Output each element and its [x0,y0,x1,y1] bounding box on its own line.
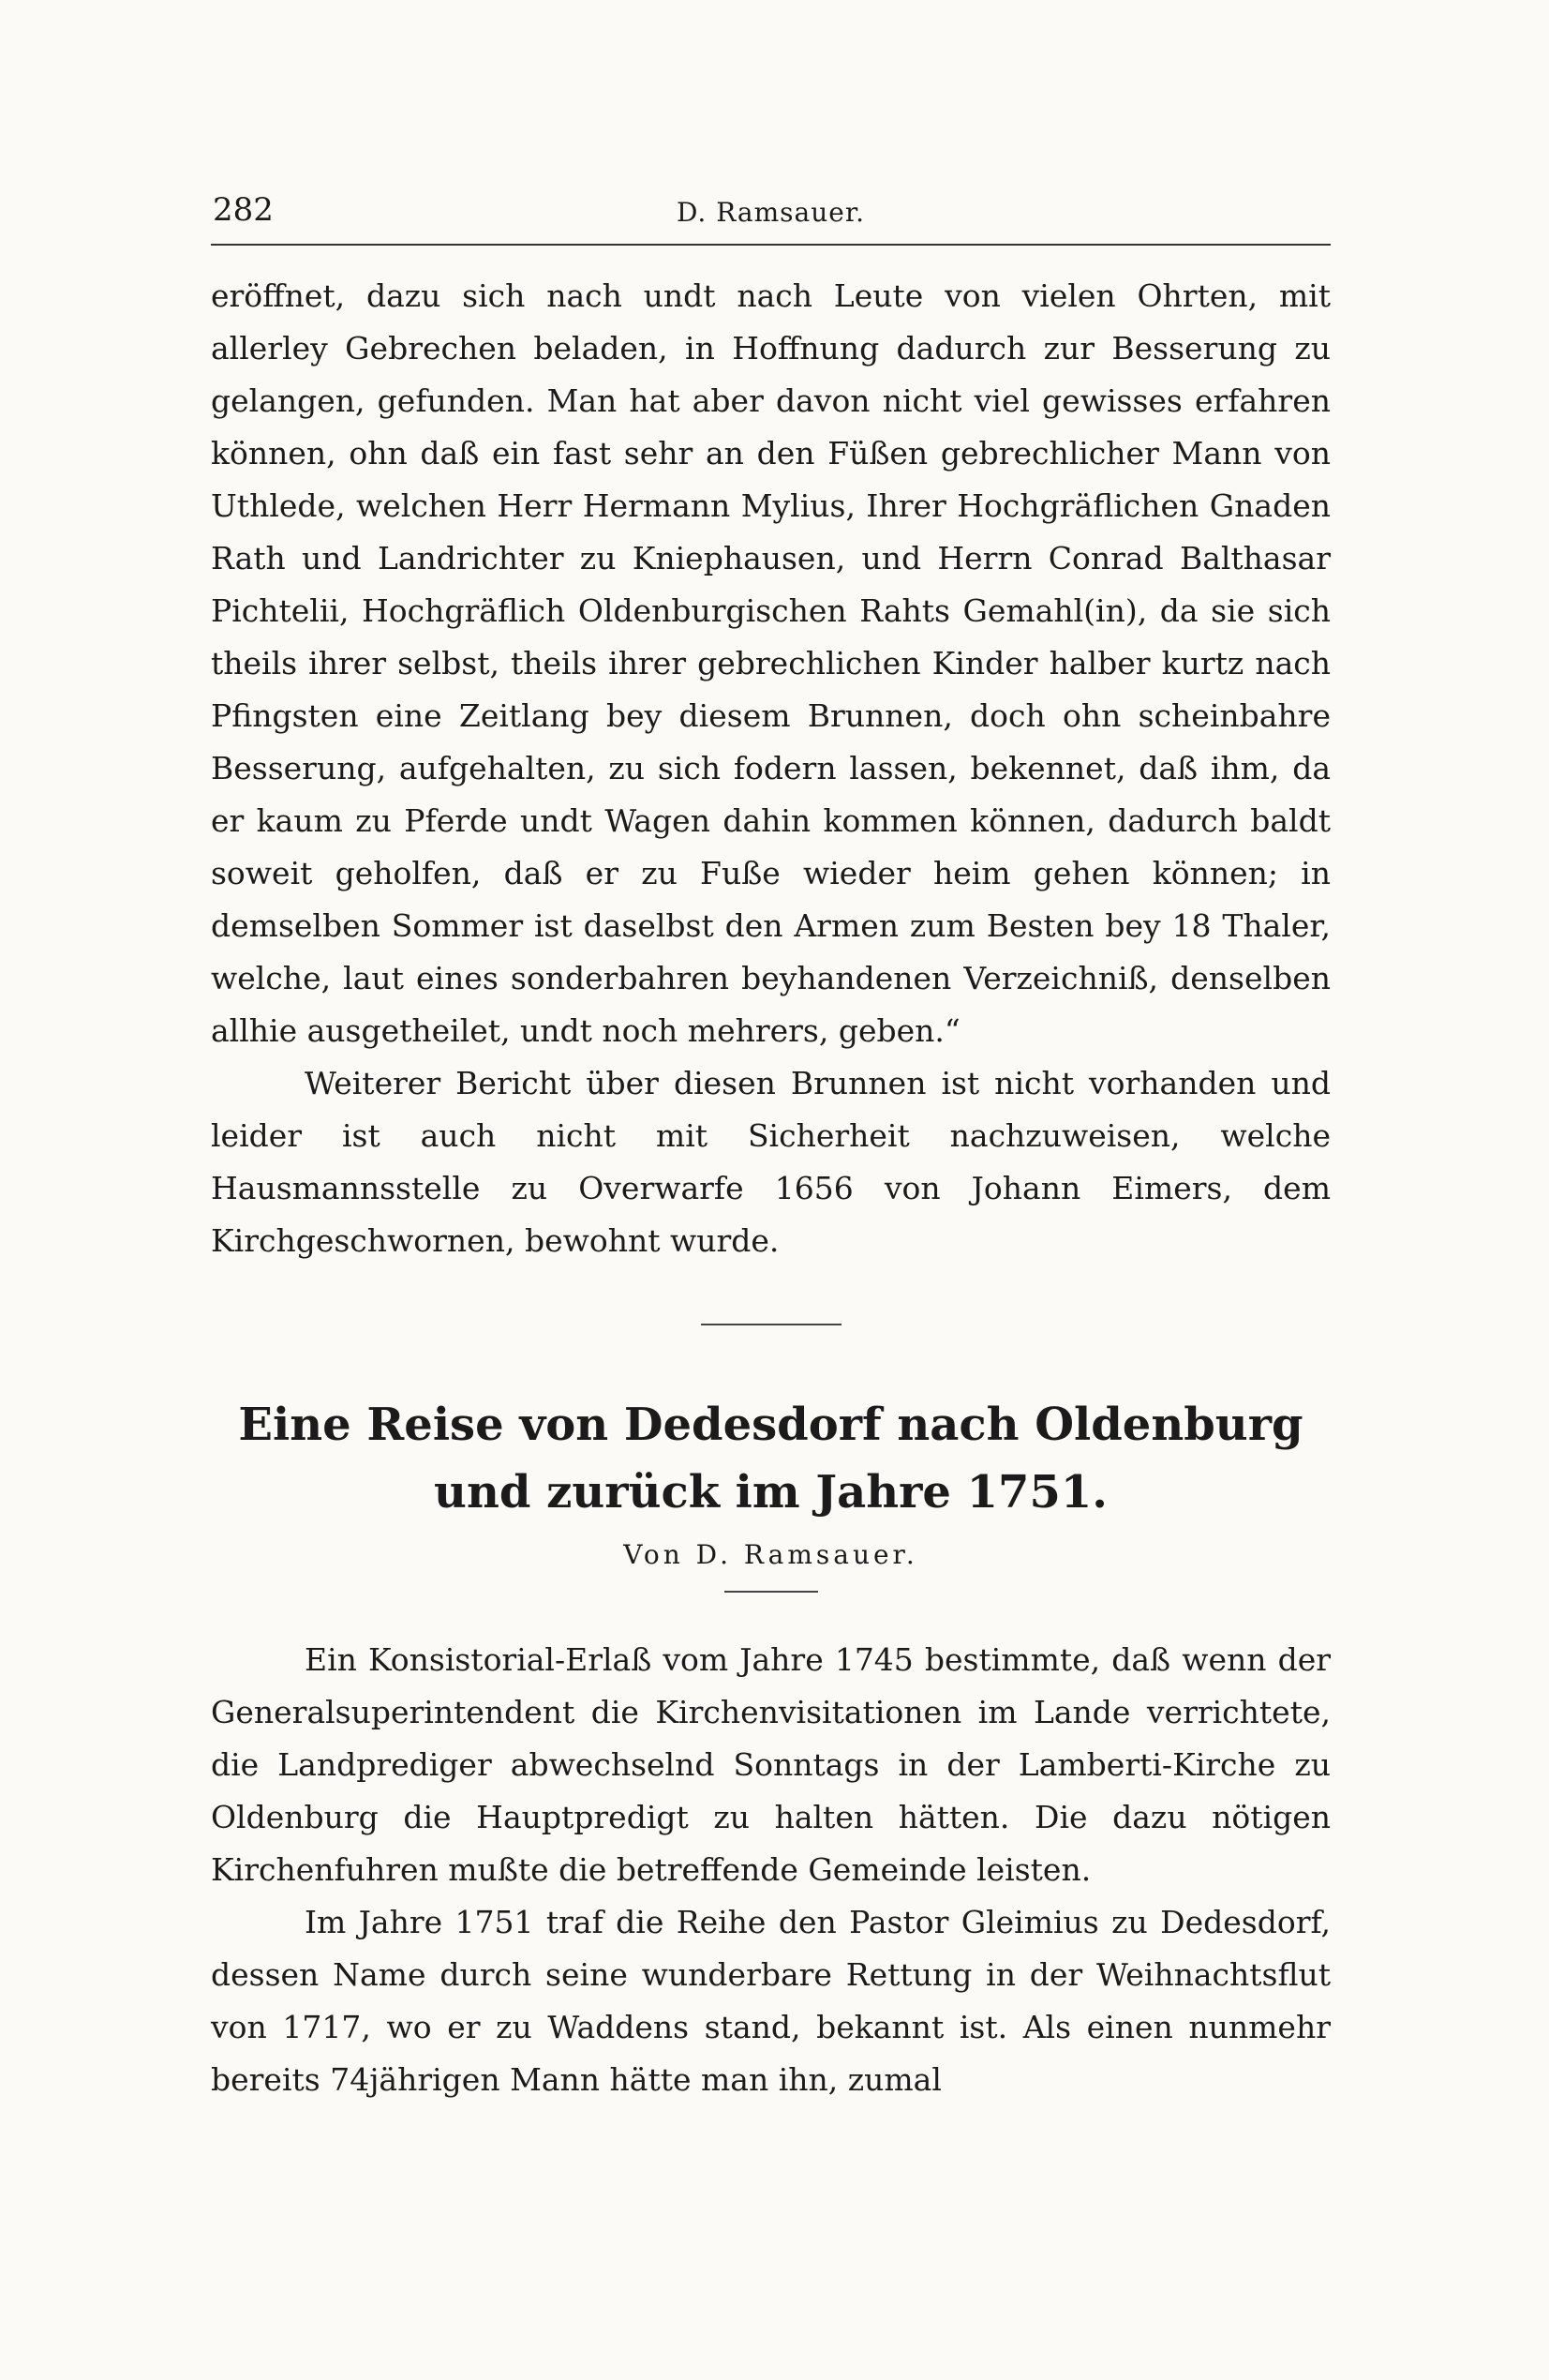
article-paragraph-1: Ein Konsistorial-Erlaß vom Jahre 1745 bestimmte, daß wenn der Generalsuperintendent die Kirchenvisitationen im Lande verrichtete, die Landprediger abwechselnd Sonntags in der Lamberti-Kirche zu Oldenburg die Hauptpredigt zu halten hätten. Die dazu nötigen Kirchenfuhren mußte die betreffende Gemeinde leisten. [211,1641,1331,1888]
page-number: 282 [213,191,274,229]
running-title: D. Ramsauer. [676,197,866,228]
article-title-line-1: Eine Reise von Dedesdorf nach Oldenburg [238,1399,1303,1451]
article-title [211,1391,1331,1526]
byline-divider [724,1591,818,1593]
continued-paragraph-2: Weiterer Bericht über diesen Brunnen ist nicht vorhanden und leider ist auch nicht mit Sicherheit nachzuweisen, welche Hausmannsstelle zu Overwarfe 1656 von Johann Eimers, dem Kirchgeschwornen, bewohnt wurde. [211,1065,1331,1259]
running-header [211,187,1331,246]
continued-paragraph-1: eröffnet, dazu sich nach undt nach Leute von vielen Ohrten, mit allerley Gebrechen beladen, in Hoffnung dadurch zur Besserung zu gelangen, gefunden. Man hat aber davon nicht viel gewisses erfahren können, ohn daß ein fast sehr an den Füßen gebrechlicher Mann von Uthlede, welchen Herr Hermann Mylius, Ihrer Hochgräflichen Gnaden Rath und Landrichter zu Kniephausen, und Herrn Conrad Balthasar Pichtelii, Hochgräflich Oldenburgischen Rahts Gemahl(in), da sie sich theils ihrer selbst, theils ihrer gebrechlichen Kinder halber kurtz nach Pfingsten eine Zeitlang bey diesem Brunnen, doch ohn scheinbahre Besserung, aufgehalten, zu sich fodern lassen, bekennet, daß ihm, da er kaum zu Pferde undt Wagen dahin kommen können, dadurch baldt soweit geholfen, daß er zu Fuße wieder heim gehen können; in demselben Sommer ist daselbst den Armen zum Besten bey 18 Thaler, welche, laut eines sonderbahren beyhandenen Verzeichniß, denselben allhie ausgetheilet, undt noch mehrers, geben.“ [211,277,1331,1049]
book-page [211,187,1331,2106]
article-paragraph-2: Im Jahre 1751 traf die Reihe den Pastor Gleimius zu Dedesdorf, dessen Name durch seine wunderbare Rettung in der Weihnachtsflut von 1717, wo er zu Waddens stand, bekannt ist. Als einen nunmehr bereits 74jährigen Mann hätte man ihn, zumal [211,1904,1331,2098]
article-title-line-2: und zurück im Jahre 1751. [434,1466,1108,1519]
section-divider [701,1324,842,1325]
article-byline: Von D. Ramsauer. [623,1539,918,1570]
